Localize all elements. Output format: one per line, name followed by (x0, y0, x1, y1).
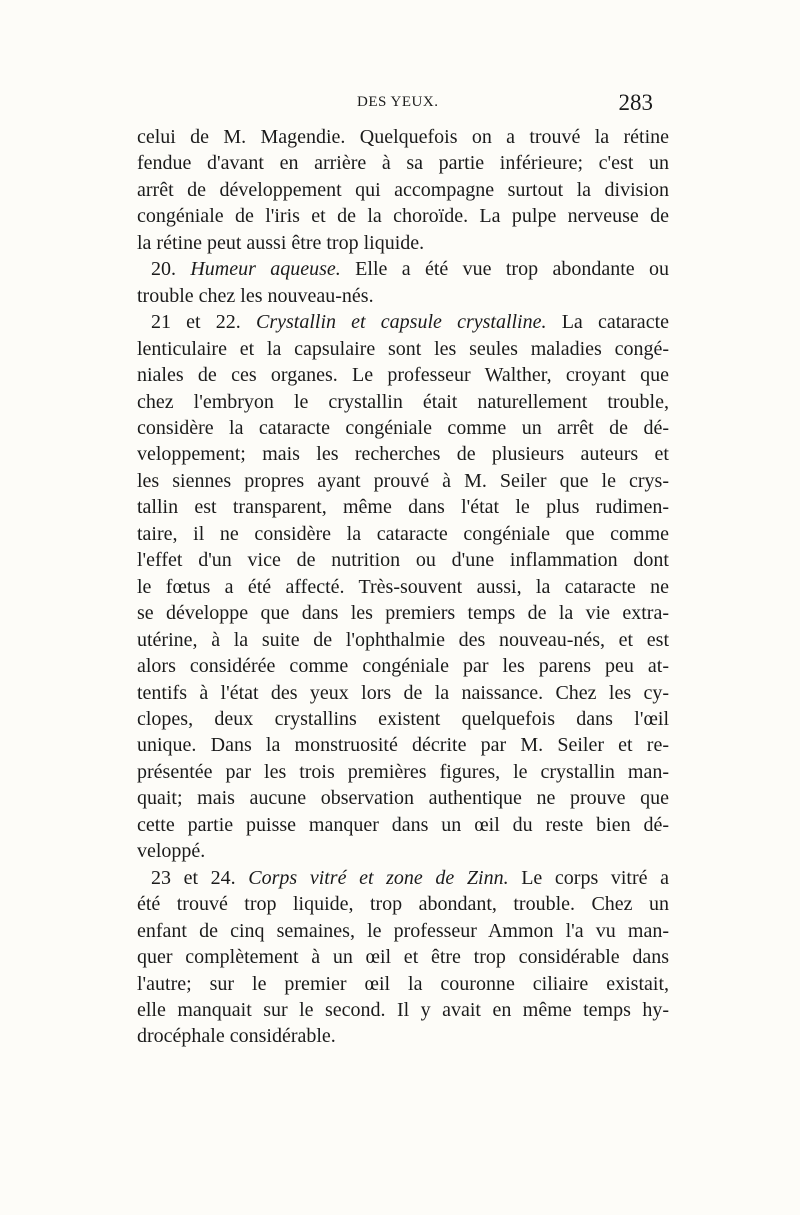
text-line: la rétine peut aussi être trop liquide. (137, 231, 425, 254)
text-line: quer complètement à un œil et être trop considérable dans (137, 946, 669, 969)
text-line: tallin est transparent, même dans l'état le plus rudimen- (137, 496, 669, 519)
text-line: présentée par les trois premières figures, le crystallin man- (137, 760, 669, 783)
body-text (137, 124, 669, 1050)
text-line (137, 865, 669, 891)
text-line: drocéphale considérable. (137, 1025, 336, 1048)
text-line: congéniale de l'iris et de la choroïde. La pulpe nerveuse de (137, 205, 669, 228)
paragraph-humeur-aqueuse (137, 256, 669, 309)
text-line: unique. Dans la monstruosité décrite par M. Seiler et re- (137, 734, 669, 757)
text-line: le fœtus a été affecté. Très-souvent aussi, la cataracte ne (137, 575, 669, 598)
text-line: enfant de cinq semaines, le professeur Ammon l'a vu man- (137, 919, 669, 942)
text-line: alors considérée comme congéniale par les parens peu at- (137, 655, 669, 678)
text-line: lenticulaire et la capsulaire sont les seules maladies congé- (137, 337, 669, 360)
section-title: Corps vitré et zone de Zinn. (248, 866, 509, 889)
text-line: chez l'embryon le crystallin était naturellement trouble, (137, 390, 669, 413)
text-line: quait; mais aucune observation authentique ne prouve que (137, 787, 669, 810)
section-number: 21 et 22. (151, 311, 241, 334)
text-line: trouble chez les nouveau-nés. (137, 284, 374, 307)
text-fragment: Le corps vitré a (521, 866, 670, 889)
text-line: niales de ces organes. Le professeur Walther, croyant que (137, 364, 669, 387)
text-line: veloppé. (137, 840, 206, 863)
text-line: considère la cataracte congéniale comme un arrêt de dé- (137, 416, 669, 439)
text-line: les siennes propres ayant prouvé à M. Seiler que le crys- (137, 469, 669, 492)
section-number: 20. (151, 258, 176, 281)
text-line: se développe que dans les premiers temps de la vie extra- (137, 602, 669, 625)
text-line: veloppement; mais les recherches de plusieurs auteurs et (137, 443, 669, 466)
section-title: Humeur aqueuse. (190, 258, 341, 281)
paragraph-crystallin (137, 309, 669, 865)
text-line (137, 256, 669, 282)
text-line: clopes, deux crystallins existent quelquefois dans l'œil (137, 707, 669, 730)
text-fragment: Elle a été vue trop abondante ou (355, 258, 669, 281)
text-fragment: La cataracte (561, 311, 669, 334)
section-title: Crystallin et capsule crystalline. (255, 311, 547, 334)
section-number: 23 et 24. (151, 866, 236, 889)
text-line: été trouvé trop liquide, trop abondant, trouble. Chez un (137, 893, 669, 916)
text-line (137, 309, 669, 335)
text-line: cette partie puisse manquer dans un œil du reste bien dé- (137, 813, 669, 836)
paragraph-retine (137, 124, 669, 256)
page-header (137, 92, 667, 116)
text-line: arrêt de développement qui accompagne surtout la division (137, 178, 669, 201)
text-line: utérine, à la suite de l'ophthalmie des nouveau-nés, et est (137, 628, 669, 651)
text-line: fendue d'avant en arrière à sa partie inférieure; c'est un (137, 152, 669, 175)
text-line: l'autre; sur le premier œil la couronne ciliaire existait, (137, 972, 669, 995)
page-number: 283 (618, 90, 653, 115)
text-line: taire, il ne considère la cataracte congéniale que comme (137, 522, 669, 545)
text-line: elle manquait sur le second. Il y avait en même temps hy- (137, 998, 669, 1021)
text-line: tentifs à l'état des yeux lors de la naissance. Chez les cy- (137, 681, 669, 704)
running-title: DES YEUX. (357, 94, 439, 110)
text-line: celui de M. Magendie. Quelquefois on a trouvé la rétine (137, 126, 669, 148)
paragraph-corps-vitre (137, 865, 669, 1050)
text-line: l'effet d'un vice de nutrition ou d'une inflammation dont (137, 549, 669, 572)
